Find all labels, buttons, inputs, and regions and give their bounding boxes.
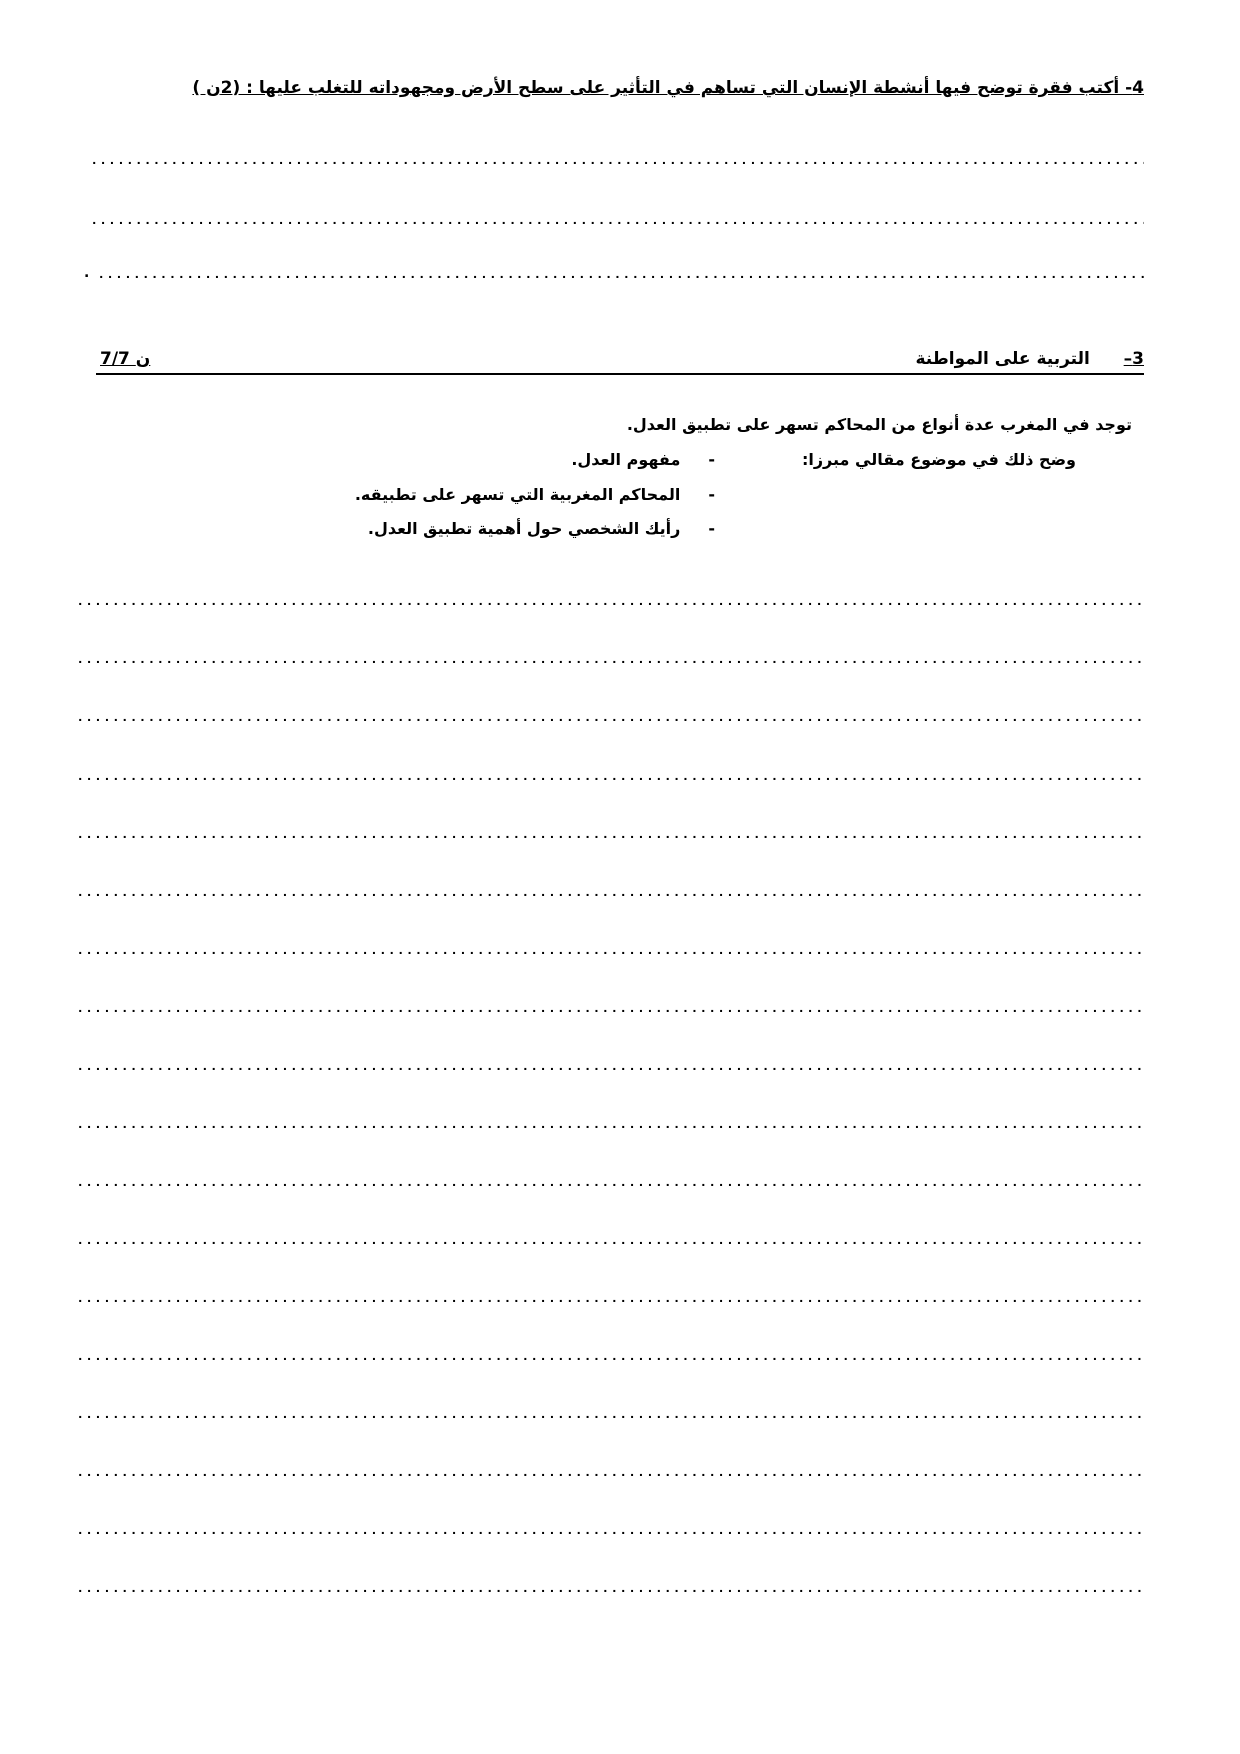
essay-point: -مفهوم العدل. [571,450,715,469]
essay-point: -المحاكم المغربية التي تسهر على تطبيقه. [354,485,715,504]
answer-line[interactable] [90,153,1144,169]
essay-line[interactable] [76,885,1144,901]
essay-line[interactable] [76,1349,1144,1365]
essay-line[interactable] [76,652,1144,668]
essay-line[interactable] [76,1523,1144,1539]
essay-line[interactable] [76,594,1144,610]
section-number: 3– [1123,349,1144,369]
essay-point: -رأيك الشخصي حول أهمية تطبيق العدل. [367,519,715,538]
section-3-title [916,349,1145,369]
section-title-text: التربية على المواطنة [915,349,1090,369]
essay-line[interactable] [76,827,1144,843]
essay-line[interactable] [76,1175,1144,1191]
answer-line[interactable] [90,213,1144,229]
essay-line[interactable] [76,1291,1144,1307]
essay-line[interactable] [76,1233,1144,1249]
essay-line[interactable] [76,1059,1144,1075]
essay-line[interactable] [76,1465,1144,1481]
essay-line[interactable] [76,1001,1144,1017]
essay-line[interactable] [76,1117,1144,1133]
trailing-dot: . [84,265,90,281]
section-score: 7/7 ن [100,349,151,369]
essay-line[interactable] [76,1581,1144,1597]
essay-line[interactable] [76,1407,1144,1423]
essay-instruction: وضح ذلك في موضوع مقالي مبرزا: [801,450,1076,469]
essay-line[interactable] [76,769,1144,785]
answer-line[interactable] [97,267,1144,283]
essay-line[interactable] [76,943,1144,959]
question-4-prompt: 4- أكتب فقرة توضح فيها أنشطة الإنسان التي تساهم في التأثير على سطح الأرض ومجهوداته للتغلب عليها : (2ن ) [192,78,1144,98]
section-divider [96,373,1144,375]
essay-line[interactable] [76,710,1144,726]
essay-intro: توجد في المغرب عدة أنواع من المحاكم تسهر على تطبيق العدل. [626,415,1132,434]
